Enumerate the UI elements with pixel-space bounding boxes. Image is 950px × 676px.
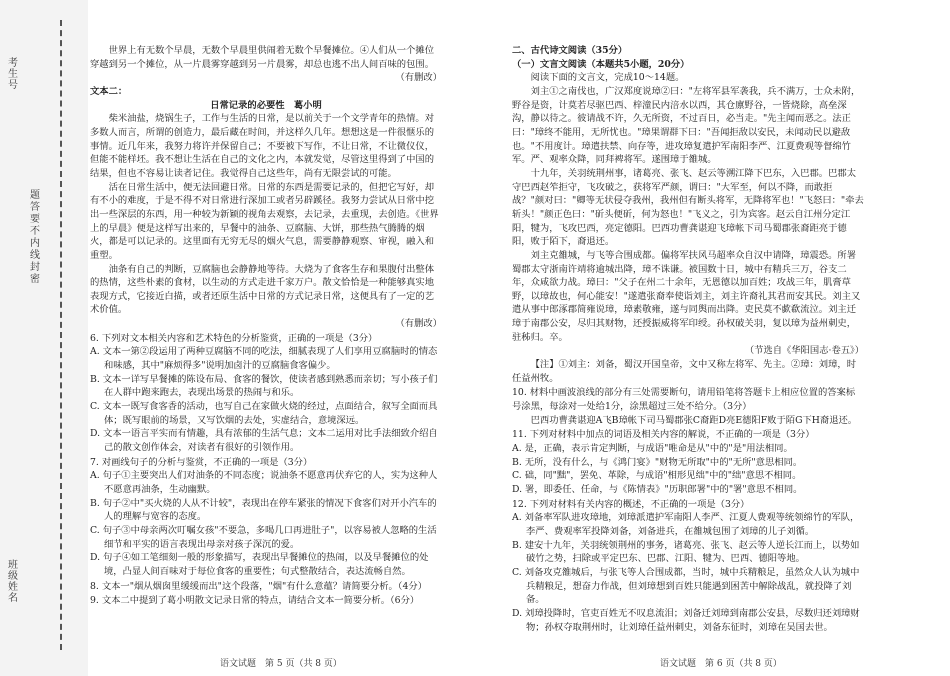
question-12-option: A. 刘备率军队进攻璋地，刘璋派遣护军南阳人李严、江夏人费观等统领绵竹的军队，李严、费观率军投降刘备，刘备进兵，在雒城包围了刘璋的儿子刘循。	[512, 512, 860, 537]
question-11-option: D. 署，即委任、任命，与《陈情表》"历职郎署"中的"署"意思不相同。	[512, 484, 803, 495]
question-12-option: C. 刘备攻克雒城后，与张飞等人合围成都，当时，城中兵精粮足，虽然众人认为城中兵精粮足，想奋力作战，但刘璋想到百姓只能遇到困苦中解除战乱，就投降了刘备。	[512, 566, 860, 606]
page-footer-left: 语文试题 第 5 页（共 8 页）	[220, 659, 342, 669]
question-7-option: B. 句子②中"买火烧的人从不计较"，表现出在停车紧张的情况下食客们对开小汽车的人的理解与宽容的态度。	[90, 497, 437, 523]
question-7-option: D. 句子④如工笔细刻一般的形象描写，表现出早餐摊位的热闹，以及早餐摊位的处境，凸显人间百味对于每位食客的重要性；句式整散结合，表达流畅自然。	[90, 552, 429, 577]
binding-margin	[0, 0, 88, 676]
text2-label: 文本二：	[90, 85, 128, 97]
question-7-option: C. 句子③中母亲两次叮嘱女孩"不要急，多喝几口再进肚子"，以容易被人忽略的生活细节和平实的语言表现出母亲对孩子深沉的爱。	[90, 524, 437, 550]
question-10-stem: 10. 材料中画波浪线的部分有三处需要断句，请用铅笔将答题卡上相应位置的答案标号涂黑，每涂对一处给1分，涂黑超过三处不给分。（3分）	[512, 387, 856, 413]
cut-line	[60, 20, 62, 650]
margin-label-bottom: 班级姓名	[8, 560, 18, 604]
question-11-stem: 11. 下列对材料中加点的词语及相关内容的解说，不正确的一项是（3分）	[512, 429, 815, 441]
question-6-option: B. 文本一详写早餐摊的陈设布局、食客的餐饮，使读者感到熟悉而亲切；写小孩子们在人群中跑来跑去，表现出场景的热闹与和乐。	[90, 373, 438, 399]
text2-paragraph: 柴米油盐，烧锅生子，工作与生活的日常，是以前关于一个文学青年的热情。对多数人而言，所谓的创造力，最后藏在时间，并这样久几年。想想这是一件很惬乐的事情。近几年来，我努力将许并保留自己；不要被下写作，不让日常，不让微仪仪，但能不能样坯。我不想让生活在自己的文化之内，本就发觉，尽管这里得到了中国的结果，但也不容易让读者记住。我觉得自己这些年，尚有无限尝试的可能。	[90, 113, 434, 179]
classical-paragraph: 刘主①之南伐也，广汉郑度说璋②曰："左将军县军袭我，兵不满万，士众未附，野谷是资，计莫若尽驱巴西、梓潼民内涪水以西，其仓廪野谷，一皆烧除，高垒深沟，静以待之。彼请战不许，久无所资，不过百日，必当走。"先主闻而恶之。法正曰："璋终不能用，无所忧也。"璋果谓群下曰："吾闻拒敌以安民，未闻动民以避敌也。"不用度计。璋遣扶禁、向存等，进攻璋复遣护军南阳李严、江夏费观等督绵竹军。严、观率众降，同拜裨将军。遂围璋于雒城。	[512, 85, 861, 166]
question-8: 8. 文本一"烟从烟囱里缓缓而出"这个段落，"烟"有什么意蕴？请简要分析。（4分）	[90, 580, 427, 592]
classical-paragraph: 刘主克雒城，与飞等合围成都。偏将军扶风马超率众自汉中请降，璋震恐。所署蜀郡太守浙南许靖将逾城出降，璋不诛谦。被国数十日，城中有精兵三万，谷支二年，众咸欲力战。璋曰："父子在州二十余年，无恩德以加百姓；攻战三年，肌膏草野，以璋故也，何心能安！"遂遣张裔奉使诣刘主，刘主许裔礼其君而安其民。刘主又遣从事中郎涿郡简雍说璋，璋素敬雍，遂与同舆而出降。吏民莫不歔欷流泣。刘主迁璋于南郡公安，尽归其财物，还授振威将军印绶。孙权破关羽，复以璋为益州刺史，驻秭归。卒。	[512, 249, 861, 343]
question-9: 9. 文本二中提到了葛小明散文记录日常的特点，请结合文本一简要分析。（6分）	[90, 595, 420, 607]
margin-label-top: 考生号	[8, 58, 18, 91]
text2-title: 日常记录的必要性 葛小明	[210, 99, 322, 111]
question-6-option: C. 文本一既写食客香的活动，也写自己在家做火烧的经过，点面结合，叙写全面而具体；既写眼前的场景，又写饮烟的去处，实虚结合，意境深远。	[90, 401, 438, 426]
question-12-stem: 12. 下列对材料有关内容的概述，不正确的一项是（3分）	[512, 498, 750, 510]
text2-paragraph: 油条有自己的判断，豆腐脑也会静静地等待。大烧为了食客生存和果腹付出整体的热情，这些朴素的食材，以生动的方式走进千家万户。散文恰恰是一种能够真实地表现方式，它接近白描，或者还原生活中日常的方式记录日常，这便具有了一定的艺术价值。	[90, 263, 434, 316]
text2-paragraph: 活在日常生活中，便无法回避日常。日常的东西是需要记录的，但把它写好，却有不小的难度，于是不得不对日常进行深加工或者另辟蹊径。我努力尝试从日常中挖出一些深层的东西，用一种较为新颖的视角去观察，去记录，去重现，去创造。《世界上的早晨》便是这样写出来的，早餐中的油条、豆腐脑、大饼，那些热气腾腾的烟火，都是可以记录的。这里面有无穷无尽的烟火气息，需要静静观察、审视，融入和重塑。	[90, 181, 439, 261]
left-column	[90, 44, 442, 608]
classical-paragraph: 十九年，关羽统荆州事，诸葛亮、张飞、赵云等溯江降下巴东，入巴郡。巴郡太守巴西赵笮拒守，飞攻破之，获将军严颜，谓曰："大军至，何以不降，而敢拒战？"颜对曰："卿等无状侵夺我州，我州但有断头将军，无降将军也！"飞怒曰："牵去斩头！"颜正色曰："斫头便斫，何为怒也！"飞义之，引为宾客。赵云自江州分定江阳，犍为，飞攻巴西，亮定德阳。巴西功曹龚谌迎飞璋帐下司马蜀郡张裔距亮于德阳，败于陌下，裔退还。	[512, 167, 864, 248]
question-6-stem: 6. 下列对文本相关内容和艺术特色的分析鉴赏，正确的一项是（3分）	[90, 332, 378, 344]
question-11-option: C. 础，同"黜"，罢免、革除，与成语"相形见绌"中的"绌"意思不相同。	[512, 470, 802, 482]
question-6-option: D. 文本一语言平实而有情趣，具有浓郁的生活气息；文本二运用对比手法细致介绍自己的散文创作体会，对读者有很好的引领作用。	[90, 428, 438, 454]
text1-source: （有删改）	[395, 72, 442, 84]
page-footer-right: 语文试题 第 6 页（共 8 页）	[660, 659, 782, 669]
reading-instruction: 阅读下面的文言文，完成10～14题。	[530, 72, 685, 84]
right-column	[512, 44, 864, 634]
question-11-option: A. 是，正确，表示肯定判断，与成语"唯命是从"中的"是"用法相同。	[512, 443, 793, 455]
question-7-stem: 7. 对画线句子的分析与鉴赏，不正确的一项是（3分）	[90, 456, 313, 468]
question-10-line: 巴西功曹龚谌迎A飞B璋帐下司马蜀郡张C裔距D亮E德阳F败于陌G下H裔退还。	[530, 414, 858, 426]
question-6-option: A. 文本一第②段运用了两种豆腐脑不同的吃法，细腻表现了人们享用豆腐脑时的情态和味感，其中"麻烦得多"说明加卤汁的豆腐脑食客偏少。	[90, 346, 438, 372]
section-title: 二、古代诗文阅读（35分）	[512, 45, 628, 56]
question-11-option: B. 无所，没有什么，与《鸿门宴》"财物无所取"中的"无所"意思相同。	[512, 456, 803, 468]
question-7-option: A. 句子①主要突出人们对油条的不同态度；说油条不愿意再伏弃它的人，实为这种人不愿意再油条，生动幽默。	[90, 470, 438, 495]
question-12-option: B. 建安十九年，关羽统领荆州的事务，诸葛亮、张飞、赵云等人逆长江而上，以势如破竹之势，扫除或平定巴东、巴郡、江阳、犍为、巴西、德阳等地。	[512, 539, 860, 565]
question-12-option: D. 刘璋投降时，官吏百姓无不叹息流泪；刘备迁刘璋到南郡公安县，尽数归还刘璋财物；孙权夺取荆州时，让刘璋任益州刺史，刘备东征时，刘璋在吴国去世。	[512, 607, 860, 633]
classical-note: 【注】①刘主：刘备，蜀汉开国皇帝，文中又称左将军、先主。②璋：刘璋，时任益州牧。	[512, 359, 856, 384]
classical-source: （节选自《华阳国志·卷五》）	[744, 345, 864, 357]
subsection-title: （一）文言文阅读（本题共5小题，20分）	[512, 58, 690, 70]
text1-end-paragraph: 世界上有无数个早晨，无数个早晨里供闹着无数个早餐摊位。④人们从一个摊位穿越到另一个摊位，从一片晨雾穿越到另一片晨雾，却总也逃不出人间百味的包围。	[90, 45, 434, 70]
margin-strip-text: 题 答 要 不 内 线 封 密	[30, 190, 40, 285]
text2-source: （有删改）	[395, 318, 442, 330]
